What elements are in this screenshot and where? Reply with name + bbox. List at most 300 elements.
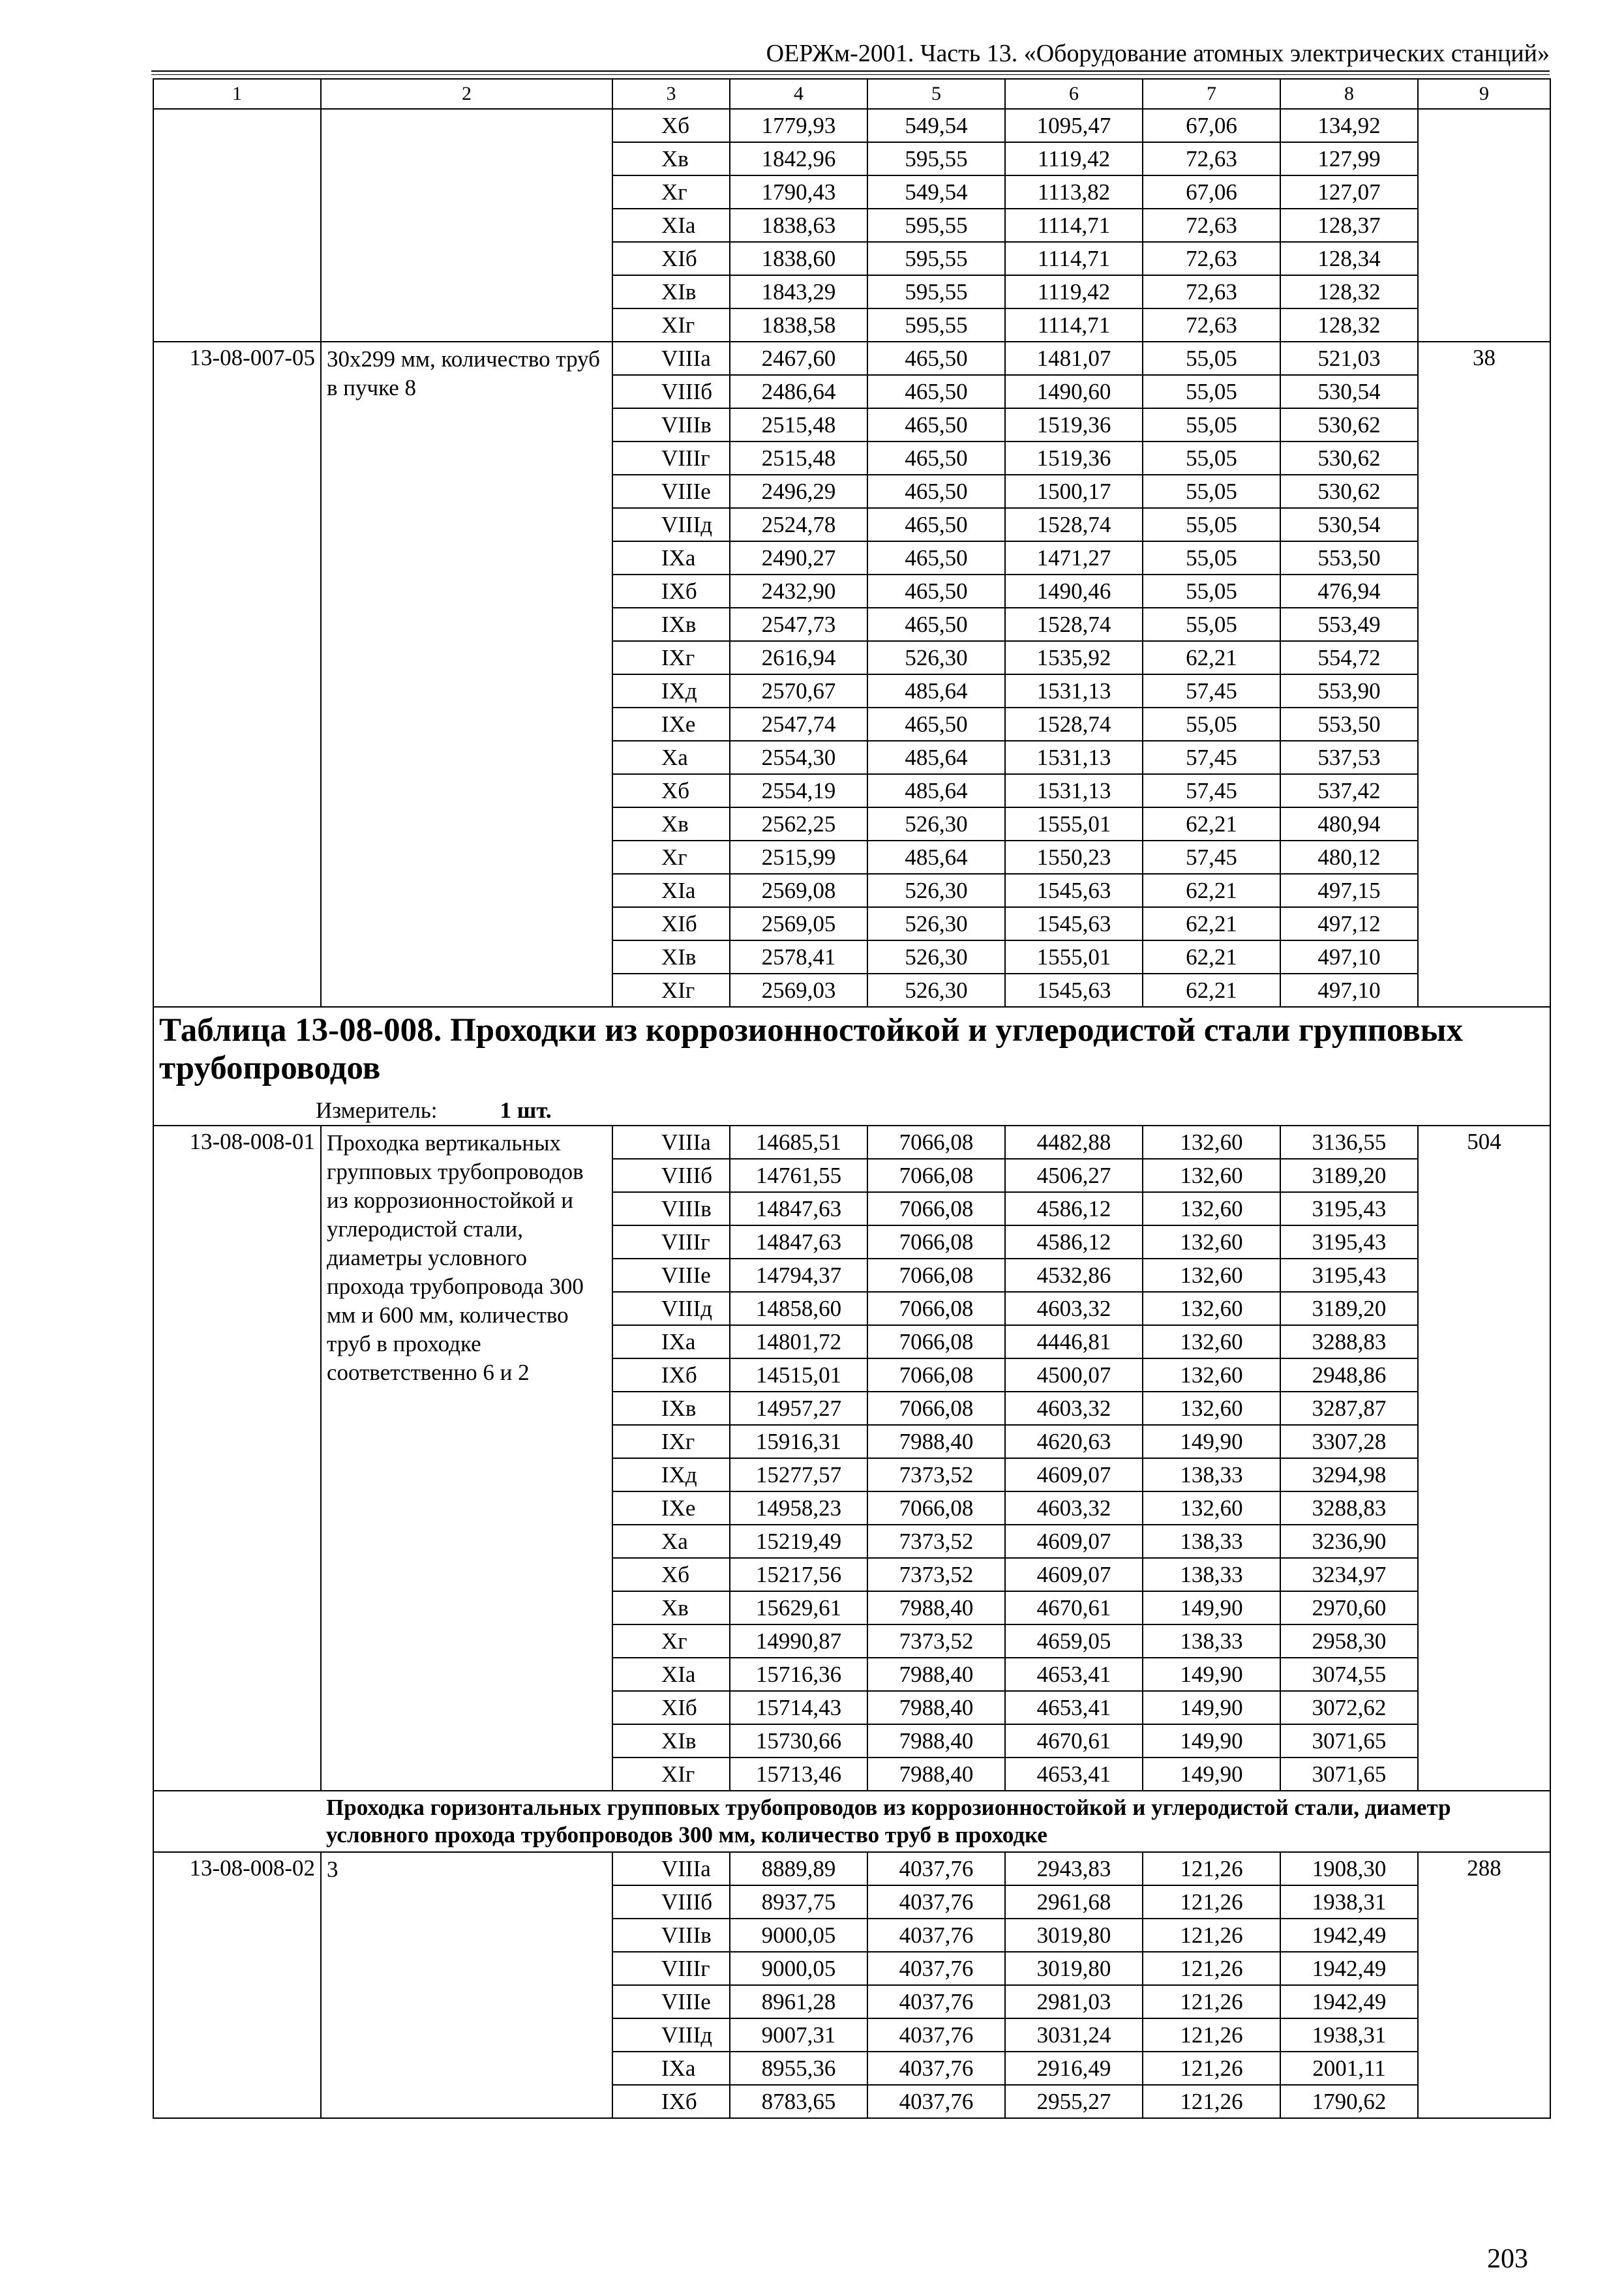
zone-cell: Xб xyxy=(612,1558,730,1591)
value-cell: 1550,23 xyxy=(1005,841,1143,874)
value-cell: 1838,63 xyxy=(730,209,867,242)
value-cell: 7373,52 xyxy=(867,1458,1005,1491)
value-cell: 132,60 xyxy=(1143,1126,1280,1159)
value-cell: 57,45 xyxy=(1143,774,1280,807)
value-cell: 14801,72 xyxy=(730,1325,867,1358)
zone-cell: VIIIд xyxy=(612,1292,730,1325)
value-cell: 526,30 xyxy=(867,874,1005,907)
zone-cell: Xг xyxy=(612,1624,730,1658)
value-cell: 3236,90 xyxy=(1280,1525,1418,1558)
value-cell: 128,32 xyxy=(1280,308,1418,342)
rate-code: 13-08-008-01 xyxy=(153,1126,321,1791)
value-cell: 526,30 xyxy=(867,641,1005,674)
value-cell: 595,55 xyxy=(867,142,1005,175)
value-cell: 2515,99 xyxy=(730,841,867,874)
value-cell: 537,42 xyxy=(1280,774,1418,807)
value-cell: 4653,41 xyxy=(1005,1758,1143,1791)
value-cell: 549,54 xyxy=(867,175,1005,209)
value-cell: 2467,60 xyxy=(730,342,867,375)
value-cell: 14990,87 xyxy=(730,1624,867,1658)
value-cell: 15277,57 xyxy=(730,1458,867,1491)
value-cell: 1531,13 xyxy=(1005,741,1143,774)
value-cell: 149,90 xyxy=(1143,1425,1280,1458)
value-cell: 4603,32 xyxy=(1005,1392,1143,1425)
value-cell: 132,60 xyxy=(1143,1358,1280,1392)
value-cell: 465,50 xyxy=(867,408,1005,441)
value-cell: 1545,63 xyxy=(1005,974,1143,1007)
value-cell: 55,05 xyxy=(1143,575,1280,608)
value-cell: 2515,48 xyxy=(730,408,867,441)
value-cell: 55,05 xyxy=(1143,375,1280,408)
value-cell: 1095,47 xyxy=(1005,109,1143,142)
value-cell: 132,60 xyxy=(1143,1259,1280,1292)
value-cell: 132,60 xyxy=(1143,1325,1280,1358)
value-cell: 4609,07 xyxy=(1005,1458,1143,1491)
running-header: ОЕРЖм-2001. Часть 13. «Оборудование атомных электрических станций» xyxy=(766,40,1550,67)
zone-cell: IXа xyxy=(612,1325,730,1358)
page-number: 203 xyxy=(1487,2244,1528,2274)
value-cell: 526,30 xyxy=(867,940,1005,974)
rate-code xyxy=(153,109,321,342)
value-cell: 2547,74 xyxy=(730,708,867,741)
value-cell: 14847,63 xyxy=(730,1225,867,1259)
value-cell: 9000,05 xyxy=(730,1952,867,1985)
value-cell: 465,50 xyxy=(867,375,1005,408)
value-cell: 1908,30 xyxy=(1280,1852,1418,1885)
value-cell: 4609,07 xyxy=(1005,1525,1143,1558)
value-cell: 134,92 xyxy=(1280,109,1418,142)
zone-cell: XIг xyxy=(612,1758,730,1791)
column-number: 4 xyxy=(730,79,867,109)
value-cell: 7988,40 xyxy=(867,1658,1005,1691)
value-cell: 465,50 xyxy=(867,541,1005,575)
column-number-row xyxy=(153,79,1550,109)
rate-code: 13-08-008-02 xyxy=(153,1852,321,2118)
value-cell: 149,90 xyxy=(1143,1691,1280,1724)
value-cell: 149,90 xyxy=(1143,1724,1280,1758)
zone-cell: Xб xyxy=(612,109,730,142)
value-cell: 14957,27 xyxy=(730,1392,867,1425)
value-cell: 526,30 xyxy=(867,907,1005,940)
zone-cell: IXе xyxy=(612,708,730,741)
value-cell: 1790,43 xyxy=(730,175,867,209)
zone-cell: XIа xyxy=(612,209,730,242)
zone-cell: VIIIв xyxy=(612,408,730,441)
value-cell: 2955,27 xyxy=(1005,2085,1143,2118)
value-cell: 72,63 xyxy=(1143,142,1280,175)
value-cell: 553,90 xyxy=(1280,674,1418,708)
measure-cell xyxy=(153,1096,1550,1126)
value-cell: 62,21 xyxy=(1143,641,1280,674)
zone-cell: VIIIб xyxy=(612,375,730,408)
value-cell: 4500,07 xyxy=(1005,1358,1143,1392)
quantity-cell: 38 xyxy=(1418,342,1550,1007)
value-cell: 8783,65 xyxy=(730,2085,867,2118)
value-cell: 553,49 xyxy=(1280,608,1418,641)
table-row xyxy=(153,1852,1550,1885)
value-cell: 55,05 xyxy=(1143,342,1280,375)
rate-description: Проходка вертикальных групповых трубопроводов из коррозионностойкой и углеродистой стали, диаметры условного прохода трубопровода 300 мм и 600 мм, количество труб в проходке соответственно 6 и 2 xyxy=(321,1126,612,1791)
zone-cell: IXб xyxy=(612,575,730,608)
value-cell: 3031,24 xyxy=(1005,2018,1143,2052)
value-cell: 465,50 xyxy=(867,441,1005,475)
value-cell: 2578,41 xyxy=(730,940,867,974)
value-cell: 3071,65 xyxy=(1280,1724,1418,1758)
value-cell: 14958,23 xyxy=(730,1491,867,1525)
value-cell: 7066,08 xyxy=(867,1259,1005,1292)
value-cell: 2569,08 xyxy=(730,874,867,907)
value-cell: 7988,40 xyxy=(867,1724,1005,1758)
value-cell: 62,21 xyxy=(1143,974,1280,1007)
value-cell: 4620,63 xyxy=(1005,1425,1143,1458)
column-number: 8 xyxy=(1280,79,1418,109)
value-cell: 15629,61 xyxy=(730,1591,867,1624)
value-cell: 7988,40 xyxy=(867,1758,1005,1791)
table-row xyxy=(153,109,1550,142)
value-cell: 121,26 xyxy=(1143,2052,1280,2085)
zone-cell: VIIIа xyxy=(612,1126,730,1159)
value-cell: 3019,80 xyxy=(1005,1919,1143,1952)
value-cell: 595,55 xyxy=(867,242,1005,275)
value-cell: 67,06 xyxy=(1143,109,1280,142)
value-cell: 465,50 xyxy=(867,342,1005,375)
value-cell: 127,07 xyxy=(1280,175,1418,209)
value-cell: 57,45 xyxy=(1143,741,1280,774)
value-cell: 497,15 xyxy=(1280,874,1418,907)
value-cell: 7373,52 xyxy=(867,1558,1005,1591)
value-cell: 530,62 xyxy=(1280,475,1418,508)
value-cell: 530,54 xyxy=(1280,508,1418,541)
zone-cell: Xа xyxy=(612,1525,730,1558)
column-number: 1 xyxy=(153,79,321,109)
zone-cell: VIIIд xyxy=(612,2018,730,2052)
zone-cell: Xб xyxy=(612,774,730,807)
value-cell: 3288,83 xyxy=(1280,1491,1418,1525)
value-cell: 3136,55 xyxy=(1280,1126,1418,1159)
value-cell: 1942,49 xyxy=(1280,1919,1418,1952)
value-cell: 149,90 xyxy=(1143,1658,1280,1691)
value-cell: 2486,64 xyxy=(730,375,867,408)
table-title: Таблица 13-08-008. Проходки из коррозионностойкой и углеродистой стали групповых трубопроводов xyxy=(153,1007,1550,1096)
value-cell: 14847,63 xyxy=(730,1192,867,1225)
value-cell: 2496,29 xyxy=(730,475,867,508)
zone-cell: IXд xyxy=(612,674,730,708)
value-cell: 72,63 xyxy=(1143,209,1280,242)
zone-cell: XIг xyxy=(612,974,730,1007)
value-cell: 7066,08 xyxy=(867,1325,1005,1358)
value-cell: 128,37 xyxy=(1280,209,1418,242)
value-cell: 15730,66 xyxy=(730,1724,867,1758)
zone-cell: IXа xyxy=(612,541,730,575)
zone-cell: IXе xyxy=(612,1491,730,1525)
value-cell: 3307,28 xyxy=(1280,1425,1418,1458)
value-cell: 595,55 xyxy=(867,209,1005,242)
value-cell: 3074,55 xyxy=(1280,1658,1418,1691)
value-cell: 121,26 xyxy=(1143,1919,1280,1952)
value-cell: 1114,71 xyxy=(1005,308,1143,342)
value-cell: 7066,08 xyxy=(867,1392,1005,1425)
value-cell: 14761,55 xyxy=(730,1159,867,1192)
value-cell: 55,05 xyxy=(1143,708,1280,741)
zone-cell: VIIIд xyxy=(612,508,730,541)
value-cell: 121,26 xyxy=(1143,1985,1280,2018)
value-cell: 4609,07 xyxy=(1005,1558,1143,1591)
table-title-row xyxy=(153,1007,1550,1096)
value-cell: 15714,43 xyxy=(730,1691,867,1724)
value-cell: 1838,58 xyxy=(730,308,867,342)
subheader-spacer xyxy=(153,1791,321,1852)
rate-code: 13-08-007-05 xyxy=(153,342,321,1007)
value-cell: 485,64 xyxy=(867,674,1005,708)
value-cell: 485,64 xyxy=(867,774,1005,807)
value-cell: 2981,03 xyxy=(1005,1985,1143,2018)
value-cell: 485,64 xyxy=(867,841,1005,874)
value-cell: 132,60 xyxy=(1143,1292,1280,1325)
value-cell: 121,26 xyxy=(1143,1885,1280,1919)
value-cell: 7066,08 xyxy=(867,1491,1005,1525)
value-cell: 72,63 xyxy=(1143,275,1280,308)
value-cell: 1842,96 xyxy=(730,142,867,175)
value-cell: 7066,08 xyxy=(867,1159,1005,1192)
value-cell: 2569,05 xyxy=(730,907,867,940)
value-cell: 8937,75 xyxy=(730,1885,867,1919)
column-number: 6 xyxy=(1005,79,1143,109)
zone-cell: VIIIв xyxy=(612,1919,730,1952)
zone-cell: IXб xyxy=(612,2085,730,2118)
value-cell: 9007,31 xyxy=(730,2018,867,2052)
value-cell: 121,26 xyxy=(1143,1952,1280,1985)
value-cell: 497,12 xyxy=(1280,907,1418,940)
value-cell: 132,60 xyxy=(1143,1392,1280,1425)
value-cell: 2432,90 xyxy=(730,575,867,608)
value-cell: 2515,48 xyxy=(730,441,867,475)
value-cell: 2970,60 xyxy=(1280,1591,1418,1624)
value-cell: 3195,43 xyxy=(1280,1192,1418,1225)
zone-cell: VIIIе xyxy=(612,475,730,508)
value-cell: 2943,83 xyxy=(1005,1852,1143,1885)
value-cell: 2490,27 xyxy=(730,541,867,575)
table-row xyxy=(153,1126,1550,1159)
value-cell: 4603,32 xyxy=(1005,1292,1143,1325)
value-cell: 2554,19 xyxy=(730,774,867,807)
value-cell: 1545,63 xyxy=(1005,874,1143,907)
value-cell: 4037,76 xyxy=(867,1952,1005,1985)
value-cell: 1490,46 xyxy=(1005,575,1143,608)
value-cell: 553,50 xyxy=(1280,708,1418,741)
value-cell: 1535,92 xyxy=(1005,641,1143,674)
value-cell: 128,34 xyxy=(1280,242,1418,275)
value-cell: 55,05 xyxy=(1143,408,1280,441)
value-cell: 138,33 xyxy=(1143,1624,1280,1658)
value-cell: 4653,41 xyxy=(1005,1658,1143,1691)
quantity-cell: 504 xyxy=(1418,1126,1550,1791)
value-cell: 1531,13 xyxy=(1005,774,1143,807)
subheader-row xyxy=(153,1791,1550,1852)
value-cell: 1779,93 xyxy=(730,109,867,142)
zone-cell: VIIIг xyxy=(612,441,730,475)
zone-cell: VIIIе xyxy=(612,1259,730,1292)
value-cell: 9000,05 xyxy=(730,1919,867,1952)
value-cell: 1519,36 xyxy=(1005,408,1143,441)
zone-cell: IXв xyxy=(612,608,730,641)
zone-cell: IXб xyxy=(612,1358,730,1392)
value-cell: 4037,76 xyxy=(867,2085,1005,2118)
zone-cell: XIв xyxy=(612,940,730,974)
zone-cell: VIIIб xyxy=(612,1885,730,1919)
value-cell: 3195,43 xyxy=(1280,1259,1418,1292)
zone-cell: XIб xyxy=(612,907,730,940)
value-cell: 149,90 xyxy=(1143,1758,1280,1791)
value-cell: 7066,08 xyxy=(867,1292,1005,1325)
value-cell: 14685,51 xyxy=(730,1126,867,1159)
value-cell: 15217,56 xyxy=(730,1558,867,1591)
value-cell: 14858,60 xyxy=(730,1292,867,1325)
value-cell: 1545,63 xyxy=(1005,907,1143,940)
value-cell: 537,53 xyxy=(1280,741,1418,774)
value-cell: 4586,12 xyxy=(1005,1192,1143,1225)
value-cell: 8955,36 xyxy=(730,2052,867,2085)
value-cell: 4603,32 xyxy=(1005,1491,1143,1525)
value-cell: 4037,76 xyxy=(867,1919,1005,1952)
value-cell: 4586,12 xyxy=(1005,1225,1143,1259)
quantity-cell: 288 xyxy=(1418,1852,1550,2118)
value-cell: 530,62 xyxy=(1280,441,1418,475)
value-cell: 485,64 xyxy=(867,741,1005,774)
value-cell: 1938,31 xyxy=(1280,2018,1418,2052)
value-cell: 3287,87 xyxy=(1280,1392,1418,1425)
value-cell: 67,06 xyxy=(1143,175,1280,209)
value-cell: 3072,62 xyxy=(1280,1691,1418,1724)
value-cell: 480,12 xyxy=(1280,841,1418,874)
zone-cell: IXв xyxy=(612,1392,730,1425)
value-cell: 138,33 xyxy=(1143,1558,1280,1591)
zone-cell: IXд xyxy=(612,1458,730,1491)
value-cell: 3189,20 xyxy=(1280,1159,1418,1192)
value-cell: 4482,88 xyxy=(1005,1126,1143,1159)
value-cell: 1113,82 xyxy=(1005,175,1143,209)
value-cell: 121,26 xyxy=(1143,1852,1280,1885)
value-cell: 1490,60 xyxy=(1005,375,1143,408)
value-cell: 7373,52 xyxy=(867,1525,1005,1558)
rate-description: 3 xyxy=(321,1852,612,2118)
value-cell: 72,63 xyxy=(1143,242,1280,275)
zone-cell: XIа xyxy=(612,874,730,907)
value-cell: 72,63 xyxy=(1143,308,1280,342)
value-cell: 4037,76 xyxy=(867,2052,1005,2085)
header-rule-thin xyxy=(151,74,1550,75)
value-cell: 132,60 xyxy=(1143,1491,1280,1525)
value-cell: 1531,13 xyxy=(1005,674,1143,708)
value-cell: 15716,36 xyxy=(730,1658,867,1691)
value-cell: 62,21 xyxy=(1143,807,1280,841)
value-cell: 57,45 xyxy=(1143,841,1280,874)
value-cell: 127,99 xyxy=(1280,142,1418,175)
value-cell: 2961,68 xyxy=(1005,1885,1143,1919)
zone-cell: Xг xyxy=(612,175,730,209)
value-cell: 526,30 xyxy=(867,974,1005,1007)
value-cell: 2570,67 xyxy=(730,674,867,708)
value-cell: 2569,03 xyxy=(730,974,867,1007)
value-cell: 138,33 xyxy=(1143,1458,1280,1491)
rate-description xyxy=(321,109,612,342)
zone-cell: Xа xyxy=(612,741,730,774)
value-cell: 530,54 xyxy=(1280,375,1418,408)
value-cell: 4653,41 xyxy=(1005,1691,1143,1724)
value-cell: 497,10 xyxy=(1280,940,1418,974)
zone-cell: Xв xyxy=(612,807,730,841)
zone-cell: Xв xyxy=(612,1591,730,1624)
value-cell: 549,54 xyxy=(867,109,1005,142)
value-cell: 1838,60 xyxy=(730,242,867,275)
value-cell: 7988,40 xyxy=(867,1591,1005,1624)
value-cell: 2616,94 xyxy=(730,641,867,674)
zone-cell: XIб xyxy=(612,242,730,275)
value-cell: 526,30 xyxy=(867,807,1005,841)
value-cell: 3288,83 xyxy=(1280,1325,1418,1358)
value-cell: 465,50 xyxy=(867,575,1005,608)
measure-value: 1 шт. xyxy=(500,1098,552,1123)
value-cell: 465,50 xyxy=(867,608,1005,641)
value-cell: 132,60 xyxy=(1143,1159,1280,1192)
value-cell: 465,50 xyxy=(867,708,1005,741)
zone-cell: XIв xyxy=(612,275,730,308)
value-cell: 1528,74 xyxy=(1005,608,1143,641)
value-cell: 55,05 xyxy=(1143,541,1280,575)
value-cell: 1481,07 xyxy=(1005,342,1143,375)
value-cell: 132,60 xyxy=(1143,1225,1280,1259)
value-cell: 7066,08 xyxy=(867,1126,1005,1159)
rate-description: 30х299 мм, количество труб в пучке 8 xyxy=(321,342,612,1007)
value-cell: 1528,74 xyxy=(1005,708,1143,741)
zone-cell: IXг xyxy=(612,1425,730,1458)
value-cell: 1843,29 xyxy=(730,275,867,308)
value-cell: 55,05 xyxy=(1143,608,1280,641)
value-cell: 132,60 xyxy=(1143,1192,1280,1225)
value-cell: 4446,81 xyxy=(1005,1325,1143,1358)
value-cell: 1790,62 xyxy=(1280,2085,1418,2118)
value-cell: 1519,36 xyxy=(1005,441,1143,475)
zone-cell: VIIIа xyxy=(612,1852,730,1885)
value-cell: 1555,01 xyxy=(1005,807,1143,841)
value-cell: 1942,49 xyxy=(1280,1952,1418,1985)
value-cell: 2547,73 xyxy=(730,608,867,641)
value-cell: 497,10 xyxy=(1280,974,1418,1007)
zone-cell: XIг xyxy=(612,308,730,342)
quantity-cell xyxy=(1418,109,1550,342)
value-cell: 8889,89 xyxy=(730,1852,867,1885)
zone-cell: XIв xyxy=(612,1724,730,1758)
value-cell: 595,55 xyxy=(867,275,1005,308)
value-cell: 476,94 xyxy=(1280,575,1418,608)
zone-cell: VIIIг xyxy=(612,1225,730,1259)
value-cell: 7066,08 xyxy=(867,1192,1005,1225)
value-cell: 15713,46 xyxy=(730,1758,867,1791)
value-cell: 2001,11 xyxy=(1280,2052,1418,2085)
value-cell: 1119,42 xyxy=(1005,142,1143,175)
value-cell: 138,33 xyxy=(1143,1525,1280,1558)
value-cell: 55,05 xyxy=(1143,508,1280,541)
column-number: 3 xyxy=(612,79,730,109)
value-cell: 8961,28 xyxy=(730,1985,867,2018)
value-cell: 3189,20 xyxy=(1280,1292,1418,1325)
value-cell: 4037,76 xyxy=(867,1985,1005,2018)
value-cell: 1471,27 xyxy=(1005,541,1143,575)
rates-table xyxy=(153,78,1551,2119)
value-cell: 553,50 xyxy=(1280,541,1418,575)
table-row xyxy=(153,342,1550,375)
value-cell: 7373,52 xyxy=(867,1624,1005,1658)
value-cell: 1555,01 xyxy=(1005,940,1143,974)
